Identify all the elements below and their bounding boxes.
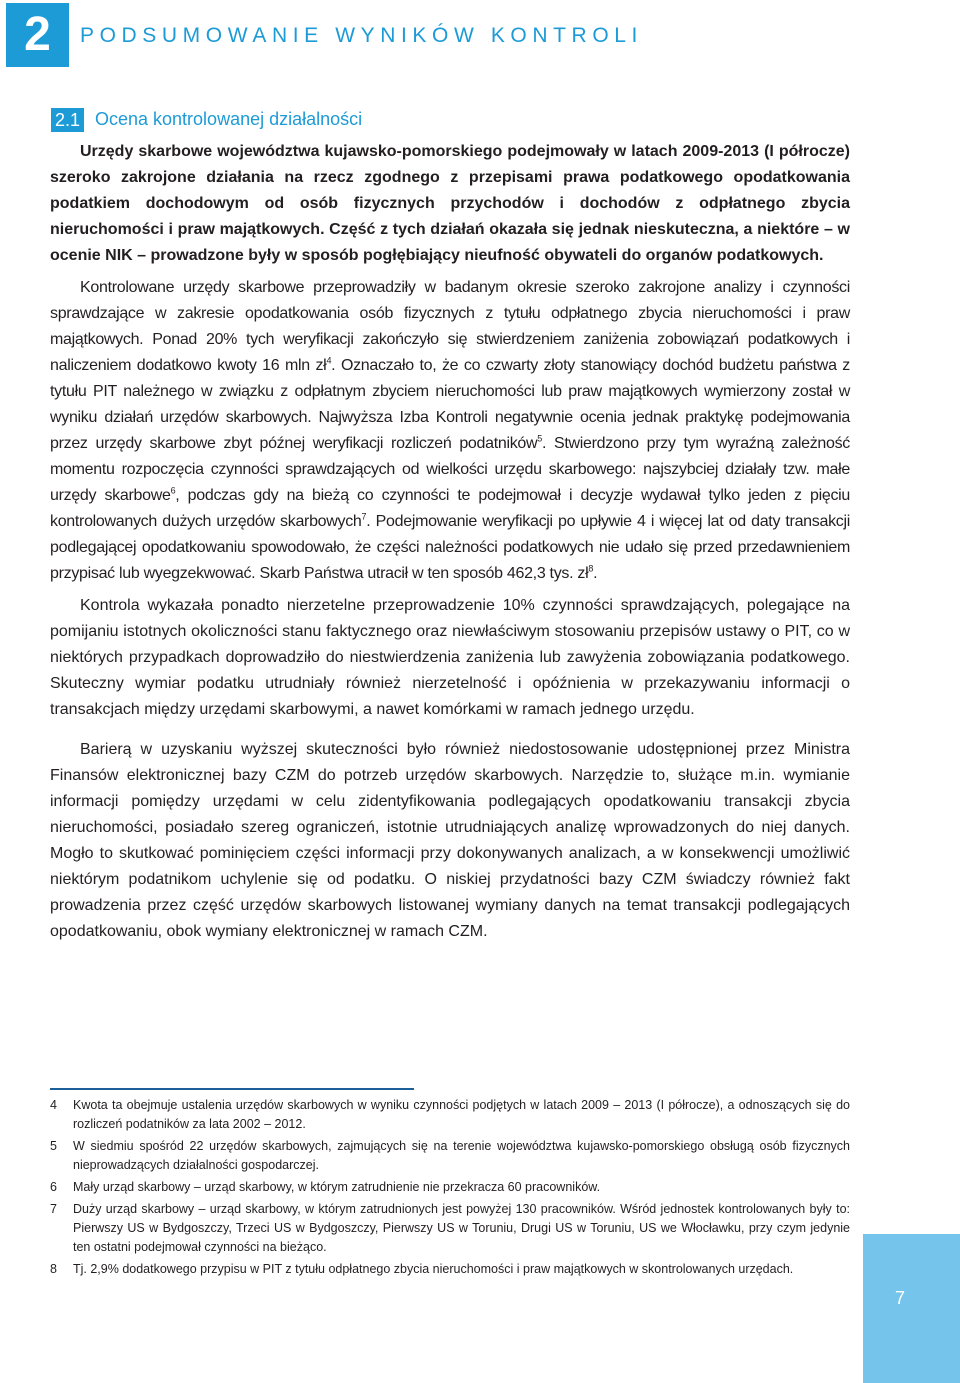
footnote-item — [50, 1178, 850, 1197]
footnote-number: 6 — [50, 1180, 57, 1194]
chapter-number-badge: 2 — [6, 3, 69, 67]
text-run: . Podejmowanie weryfikacji po upływie 4 i więcej lat od daty transakcji podlegającej opodatkowaniu spowodowało, że części należności podatkowych nie udało się przed przedawnieniem przypisać lub wyegzekwować. Skarb Państwa utracił w ten sposób 462,3 tys. zł — [50, 513, 850, 582]
footnote-text: Duży urząd skarbowy – urząd skarbowy, w którym zatrudnionych jest powyżej 130 pracowników. Wśród jednostek kontrolowanych były to: Pierwszy US w Bydgoszczy, Trzeci US w Bydgoszczy, Pierwszy US w Toruniu, Drugi US w Toruniu, US we Włocławku, przy czym jedynie ten ostatni podejmował czynności na bieżąco. — [73, 1202, 850, 1254]
findings-paragraph — [50, 275, 850, 587]
text-run: . — [593, 565, 598, 582]
footnote-number: 7 — [50, 1202, 57, 1216]
footnote-text: Mały urząd skarbowy – urząd skarbowy, w którym zatrudnienie nie przekracza 60 pracowników. — [73, 1180, 601, 1194]
main-content — [50, 139, 850, 945]
chapter-title: PODSUMOWANIE WYNIKÓW KONTROLI — [80, 24, 643, 47]
footnote-divider — [50, 1088, 414, 1090]
footnote-item — [50, 1096, 850, 1134]
footnote-number: 8 — [50, 1262, 57, 1276]
footnote-number: 5 — [50, 1139, 57, 1153]
footnote-ref-8[interactable]: 8 — [588, 563, 594, 574]
footnote-item — [50, 1200, 850, 1257]
text-run: , podczas gdy na bieżą co czynności te podejmował i decyzje wydawał tylko jeden z pięciu kontrolowanych dużych urzędów skarbowych — [50, 487, 850, 530]
section-number-badge: 2.1 — [51, 108, 84, 132]
text-run: . Stwierdzono przy tym wyraźną zależność momentu rozpoczęcia czynności sprawdzających od wielkości urzędu skarbowego: najszybciej działały tzw. małe urzędy skarbowe — [50, 435, 850, 504]
irregularities-paragraph: Kontrola wykazała ponadto nierzetelne przeprowadzenie 10% czynności sprawdzających, polegające na pomijaniu istotnych okoliczności stanu faktycznego oraz niewłaściwym stosowaniu przepisów ustawy o PIT, co w niektórych przypadkach doprowadziło do niestwierdzenia zaniżenia lub zawyżenia zobowiązania podatkowego. Skuteczny wymiar podatku utrudniały również nierzetelność i opóźnienia w przekazywaniu informacji o transakcjach między urzędami skarbowymi, a nawet komórkami w ramach jednego urzędu. — [50, 597, 850, 718]
lead-paragraph: Urzędy skarbowe województwa kujawsko-pomorskiego podejmowały w latach 2009-2013 (I półrocze) szeroko zakrojone działania na rzecz zgodnego z przepisami prawa podatkowego opodatkowania podatkiem dochodowym od osób fizycznych przychodów i dochodów z odpłatnego zbycia nieruchomości i praw majątkowych. Część z tych działań okazała się jednak nieskuteczna, a niektóre – w ocenie NIK – prowadzone były w sposób pogłębiający nieufność obywateli do organów podatkowych. — [50, 143, 850, 264]
footnote-text: Tj. 2,9% dodatkowego przypisu w PIT z tytułu odpłatnego zbycia nieruchomości i praw majątkowych w skontrolowanych urzędach. — [73, 1262, 794, 1276]
footnote-ref-7[interactable]: 7 — [361, 511, 367, 522]
text-run: Kontrolowane urzędy skarbowe przeprowadziły w badanym okresie szeroko zakrojone analizy i czynności sprawdzające w zakresie opodatkowania osób fizycznych z tytułu odpłatnego zbycia nieruchomości i praw majątkowych. Ponad 20% tych weryfikacji zakończyło się stwierdzeniem zaniżenia zobowiązań podatkowych i naliczeniem dodatkowo kwoty 16 mln zł — [50, 279, 850, 374]
footnote-item — [50, 1260, 850, 1279]
footnote-text: W siedmiu spośród 22 urzędów skarbowych, zajmujących się na terenie województwa kujawsko-pomorskiego obsługą osób fizycznych nieprowadzących działalności gospodarczej. — [73, 1139, 850, 1172]
page-number: 7 — [895, 1288, 906, 1308]
footnote-ref-5[interactable]: 5 — [537, 433, 542, 444]
czm-paragraph: Barierą w uzyskaniu wyższej skuteczności było również niedostosowanie udostępnionej przez Ministra Finansów elektronicznej bazy CZM do potrzeb urzędów skarbowych. Narzędzie to, służące m.in. wymianie informacji pomiędzy urzędami w celu zidentyfikowania podlegających opodatkowaniu transakcji zbycia nieruchomości, posiadało szereg ograniczeń, istotnie utrudniających analizę wprowadzonych do niej danych. Mogło to skutkować pominięciem części informacji przy dokonywanych analizach, a w konsekwencji umożliwić niektórym podatnikom uchylenie się od podatku. O niskiej przydatności bazy CZM świadczy również fakt prowadzenia przez część urzędów skarbowych listowanej wymiany danych na temat transakcji podlegających opodatkowaniu, obok wymiany elektronicznej w ramach CZM. — [50, 741, 850, 940]
footnote-ref-4[interactable]: 4 — [326, 355, 332, 366]
page-number-badge — [863, 1234, 960, 1383]
footnote-item — [50, 1137, 850, 1175]
footnote-ref-6[interactable]: 6 — [170, 485, 176, 496]
footnote-text: Kwota ta obejmuje ustalenia urzędów skarbowych w wyniku czynności podjętych w latach 2009 – 2013 (I półrocze), a odnoszących się do rozliczeń podatników za lata 2002 – 2012. — [73, 1098, 850, 1131]
section-title: Ocena kontrolowanej działalności — [95, 109, 363, 129]
footnote-number: 4 — [50, 1098, 57, 1112]
footnotes — [50, 1096, 850, 1282]
text-run: . Oznaczało to, że co czwarty złoty stanowiący dochód budżetu państwa z tytułu PIT należnego w związku z odpłatnym zbyciem nieruchomości lub praw majątkowych wymierzony został w wyniku działań urzędów skarbowych. Najwyższa Izba Kontroli negatywnie ocenia jednak praktykę podejmowania przez urzędy skarbowe zbyt późnej weryfikacji rozliczeń podatników — [50, 357, 850, 452]
